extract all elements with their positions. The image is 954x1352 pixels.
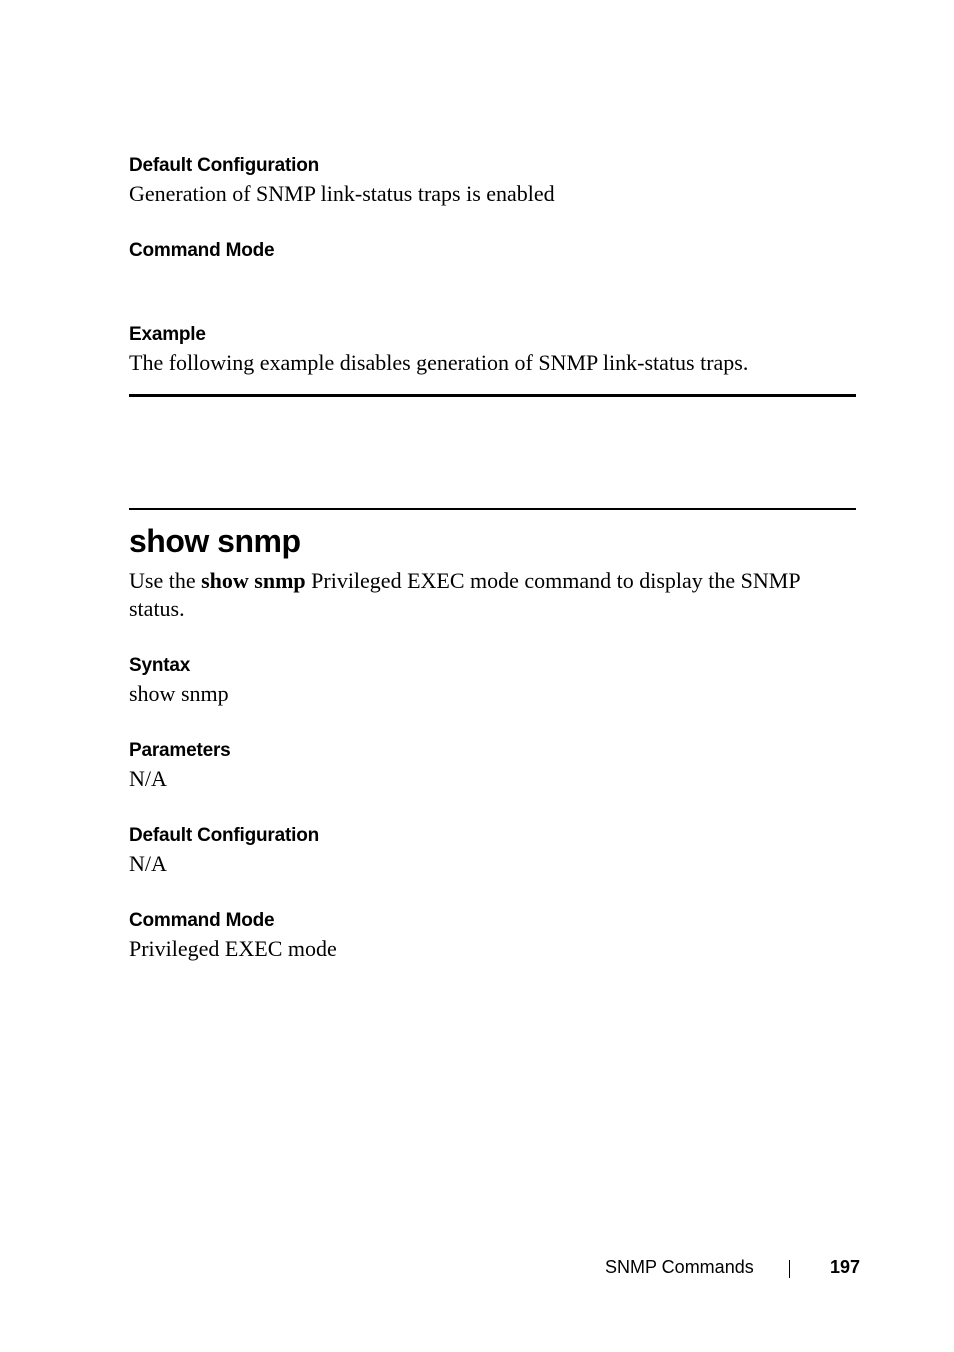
default-configuration-text-2: N/A [129,851,167,876]
intro-prefix: Use the [129,568,202,593]
section-top-rule [129,508,856,510]
footer-chapter: SNMP Commands [605,1257,754,1277]
default-configuration-text: Generation of SNMP link-status traps is enabled [129,181,555,206]
intro-command: show snmp [201,568,306,593]
intro-line-1 [129,567,801,595]
footer-separator [789,1260,790,1278]
parameters-heading: Parameters [129,740,231,761]
parameters-text: N/A [129,766,167,791]
default-configuration-heading: Default Configuration [129,155,320,176]
default-configuration-heading-2: Default Configuration [129,825,320,846]
command-mode-heading-2: Command Mode [129,910,275,931]
footer-page-number: 197 [830,1257,861,1277]
intro-suffix: Privileged EXEC mode command to display the SNMP [305,568,801,593]
example-end-rule [129,394,856,397]
command-mode-text: Privileged EXEC mode [129,936,337,961]
page-title: show snmp [129,523,301,559]
example-text: The following example disables generation of SNMP link-status traps. [129,350,749,375]
command-mode-heading: Command Mode [129,240,275,261]
intro-line-2: status. [129,596,185,621]
example-heading: Example [129,324,206,345]
syntax-heading: Syntax [129,655,191,676]
syntax-text: show snmp [129,681,229,706]
